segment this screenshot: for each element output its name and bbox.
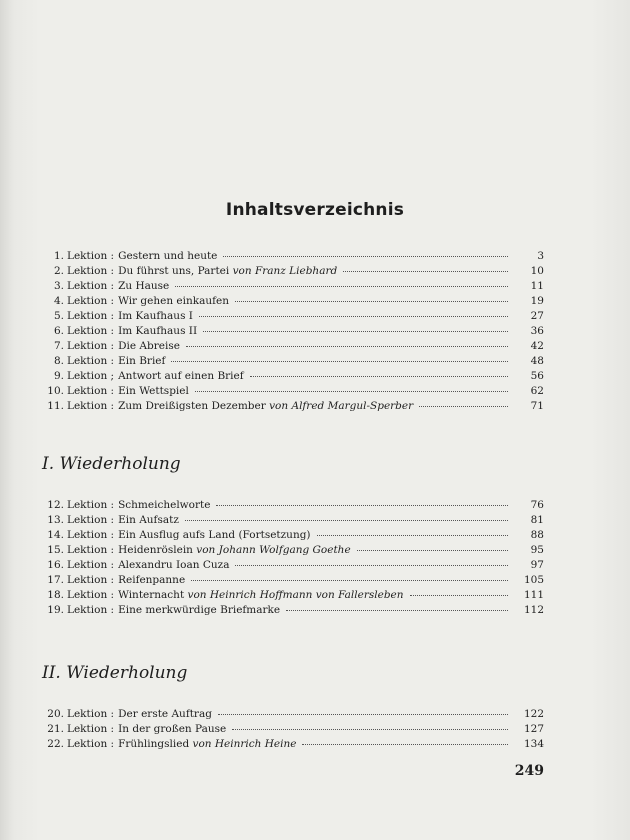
- entry-title: [118, 529, 310, 541]
- entry-number: 22.: [47, 738, 64, 750]
- entry-page-number: 48: [530, 355, 544, 367]
- toc-entry: [44, 529, 544, 544]
- dot-leader: [250, 375, 508, 377]
- entry-page-number: 56: [530, 370, 544, 382]
- entry-title: [118, 574, 185, 586]
- dot-leader: [357, 549, 508, 551]
- page-title: Inhaltsverzeichnis: [225, 200, 405, 220]
- dot-leader: [185, 519, 508, 521]
- entry-title-text: Alexandru Ioan Cuza: [118, 559, 230, 571]
- toc-entry: [44, 355, 544, 370]
- entry-title: [118, 559, 229, 571]
- entry-number: 10.: [47, 385, 64, 397]
- entry-number: 4.: [53, 295, 64, 307]
- entry-author: Heinrich Heine: [214, 738, 297, 750]
- entry-number: 6.: [53, 325, 64, 337]
- toc-entry: [44, 385, 544, 400]
- entry-page-number: 19: [530, 295, 544, 307]
- dot-leader: [203, 330, 508, 332]
- entry-author-prefix: von: [192, 738, 212, 750]
- entry-title-text: In der großen Pause: [118, 723, 227, 735]
- entry-title: [118, 265, 337, 277]
- entry-lektion-label: Lektion :: [67, 738, 115, 750]
- entry-title-text: Der erste Auftrag: [118, 708, 212, 720]
- entry-lektion-label: Lektion :: [67, 514, 115, 526]
- entry-title-text: Gestern und heute: [118, 250, 218, 262]
- entry-title-text: Frühlingslied: [118, 738, 190, 750]
- entry-lektion-label: Lektion :: [67, 280, 115, 292]
- entry-number: 13.: [47, 514, 64, 526]
- entry-lektion-label: Lektion :: [67, 295, 115, 307]
- entry-page-number: 36: [530, 325, 544, 337]
- dot-leader: [223, 255, 508, 257]
- entry-title: [118, 604, 280, 616]
- entry-page-number: 122: [523, 708, 544, 720]
- toc-section-1: [44, 250, 544, 415]
- entry-author-prefix: von: [269, 400, 289, 412]
- entry-page-number: 27: [530, 310, 544, 322]
- toc-entry: [44, 574, 544, 589]
- toc-entry: [44, 559, 544, 574]
- toc-entry: [44, 265, 544, 280]
- entry-title: [118, 738, 296, 750]
- entry-lektion-label: Lektion :: [67, 589, 115, 601]
- entry-lektion-label: Lektion :: [67, 529, 115, 541]
- toc-section-2: [44, 499, 544, 619]
- toc-entry: [44, 514, 544, 529]
- entry-number: 19.: [47, 604, 64, 616]
- dot-leader: [232, 728, 508, 730]
- entry-title: [118, 385, 189, 397]
- dot-leader: [171, 360, 508, 362]
- entry-title: [118, 355, 165, 367]
- dot-leader: [419, 405, 508, 407]
- toc-entry: [44, 325, 544, 340]
- entry-author-prefix: von: [232, 265, 252, 277]
- entry-lektion-label: Lektion :: [67, 385, 115, 397]
- dot-leader: [216, 504, 508, 506]
- dot-leader: [343, 270, 508, 272]
- entry-number: 9.: [53, 370, 64, 382]
- entry-page-number: 105: [523, 574, 544, 586]
- entry-page-number: 10: [530, 265, 544, 277]
- page-number: 249: [514, 763, 544, 779]
- entry-lektion-label: Lektion :: [67, 400, 115, 412]
- dot-leader: [175, 285, 508, 287]
- entry-title: [118, 499, 210, 511]
- entry-author: Alfred Margul-Sperber: [291, 400, 414, 412]
- dot-leader: [410, 594, 508, 596]
- entry-author: Franz Liebhard: [254, 265, 338, 277]
- toc-entry: [44, 400, 544, 415]
- entry-title-text: Reifenpanne: [118, 574, 186, 586]
- entry-author-prefix: von: [187, 589, 207, 601]
- entry-title: [118, 370, 244, 382]
- entry-page-number: 42: [530, 340, 544, 352]
- entry-number: 20.: [47, 708, 64, 720]
- entry-page-number: 88: [530, 529, 544, 541]
- entry-page-number: 3: [537, 250, 544, 262]
- entry-title-text: Schmeichelworte: [118, 499, 211, 511]
- entry-lektion-label: Lektion :: [67, 708, 115, 720]
- entry-number: 17.: [47, 574, 64, 586]
- dot-leader: [235, 300, 508, 302]
- dot-leader: [302, 743, 508, 745]
- entry-title: [118, 400, 413, 412]
- entry-number: 7.: [53, 340, 64, 352]
- entry-lektion-label: Lektion ;: [67, 370, 115, 382]
- entry-page-number: 95: [530, 544, 544, 556]
- toc-entry: [44, 544, 544, 559]
- entry-page-number: 81: [530, 514, 544, 526]
- entry-page-number: 11: [530, 280, 544, 292]
- entry-number: 11.: [47, 400, 64, 412]
- entry-title-text: Ein Aufsatz: [118, 514, 179, 526]
- entry-title: [118, 250, 217, 262]
- toc-entry: [44, 310, 544, 325]
- entry-number: 12.: [47, 499, 64, 511]
- entry-number: 16.: [47, 559, 64, 571]
- entry-title-text: Im Kaufhaus I: [118, 310, 193, 322]
- entry-title-text: Die Abreise: [118, 340, 180, 352]
- entry-page-number: 134: [523, 738, 544, 750]
- dot-leader: [317, 534, 508, 536]
- entry-lektion-label: Lektion :: [67, 604, 115, 616]
- section-heading-roman: I.: [42, 454, 55, 474]
- entry-title: [118, 589, 403, 601]
- toc-entry: [44, 370, 544, 385]
- dot-leader: [218, 713, 508, 715]
- entry-lektion-label: Lektion :: [67, 250, 115, 262]
- entry-title: [118, 280, 169, 292]
- toc-entry: [44, 708, 544, 723]
- entry-title-text: Antwort auf einen Brief: [118, 370, 244, 382]
- entry-author: Heinrich Hoffmann von Fallersleben: [209, 589, 404, 601]
- entry-lektion-label: Lektion :: [67, 310, 115, 322]
- dot-leader: [195, 390, 508, 392]
- toc-entry: [44, 295, 544, 310]
- entry-title: [118, 295, 229, 307]
- entry-number: 15.: [47, 544, 64, 556]
- entry-title: [118, 310, 193, 322]
- section-heading-text: Wiederholung: [66, 663, 188, 683]
- entry-author-prefix: von: [196, 544, 216, 556]
- section-heading-wiederholung-1: [42, 454, 181, 474]
- entry-lektion-label: Lektion :: [67, 559, 115, 571]
- entry-title-text: Ein Wettspiel: [118, 385, 189, 397]
- entry-title: [118, 708, 212, 720]
- entry-number: 18.: [47, 589, 64, 601]
- entry-number: 14.: [47, 529, 64, 541]
- entry-number: 2.: [53, 265, 64, 277]
- entry-number: 1.: [53, 250, 64, 262]
- section-heading-roman: II.: [42, 663, 61, 683]
- entry-page-number: 97: [530, 559, 544, 571]
- toc-entry: [44, 340, 544, 355]
- section-heading-wiederholung-2: [42, 663, 187, 683]
- entry-title: [118, 340, 180, 352]
- entry-title-text: Heidenröslein: [118, 544, 193, 556]
- entry-title: [118, 514, 179, 526]
- entry-lektion-label: Lektion :: [67, 499, 115, 511]
- toc-entry: [44, 723, 544, 738]
- entry-title: [118, 325, 197, 337]
- toc-section-3: [44, 708, 544, 753]
- entry-title: [118, 723, 226, 735]
- entry-title-text: Ein Brief: [118, 355, 166, 367]
- entry-lektion-label: Lektion :: [67, 544, 115, 556]
- toc-entry: [44, 604, 544, 619]
- entry-number: 8.: [53, 355, 64, 367]
- entry-number: 21.: [47, 723, 64, 735]
- entry-lektion-label: Lektion :: [67, 355, 115, 367]
- entry-number: 3.: [53, 280, 64, 292]
- entry-title-text: Zum Dreißigsten Dezember: [118, 400, 266, 412]
- entry-page-number: 112: [523, 604, 544, 616]
- entry-lektion-label: Lektion :: [67, 325, 115, 337]
- entry-page-number: 71: [530, 400, 544, 412]
- entry-number: 5.: [53, 310, 64, 322]
- entry-page-number: 111: [523, 589, 544, 601]
- entry-page-number: 62: [530, 385, 544, 397]
- entry-title-text: Ein Ausflug aufs Land (Fortsetzung): [118, 529, 311, 541]
- dot-leader: [191, 579, 508, 581]
- entry-title-text: Im Kaufhaus II: [118, 325, 198, 337]
- entry-title-text: Winternacht: [118, 589, 185, 601]
- toc-entry: [44, 499, 544, 514]
- toc-entry: [44, 738, 544, 753]
- entry-lektion-label: Lektion :: [67, 265, 115, 277]
- entry-title-text: Du führst uns, Partei: [118, 265, 230, 277]
- dot-leader: [286, 609, 508, 611]
- entry-page-number: 76: [530, 499, 544, 511]
- toc-entry: [44, 280, 544, 295]
- entry-title: [118, 544, 351, 556]
- entry-title-text: Eine merkwürdige Briefmarke: [118, 604, 281, 616]
- toc-entry: [44, 589, 544, 604]
- entry-lektion-label: Lektion :: [67, 574, 115, 586]
- dot-leader: [199, 315, 508, 317]
- entry-lektion-label: Lektion :: [67, 340, 115, 352]
- entry-title-text: Zu Hause: [118, 280, 170, 292]
- section-heading-text: Wiederholung: [59, 454, 181, 474]
- entry-lektion-label: Lektion :: [67, 723, 115, 735]
- entry-author: Johann Wolfgang Goethe: [218, 544, 351, 556]
- toc-entry: [44, 250, 544, 265]
- entry-title-text: Wir gehen einkaufen: [118, 295, 230, 307]
- dot-leader: [235, 564, 508, 566]
- entry-page-number: 127: [523, 723, 544, 735]
- dot-leader: [186, 345, 508, 347]
